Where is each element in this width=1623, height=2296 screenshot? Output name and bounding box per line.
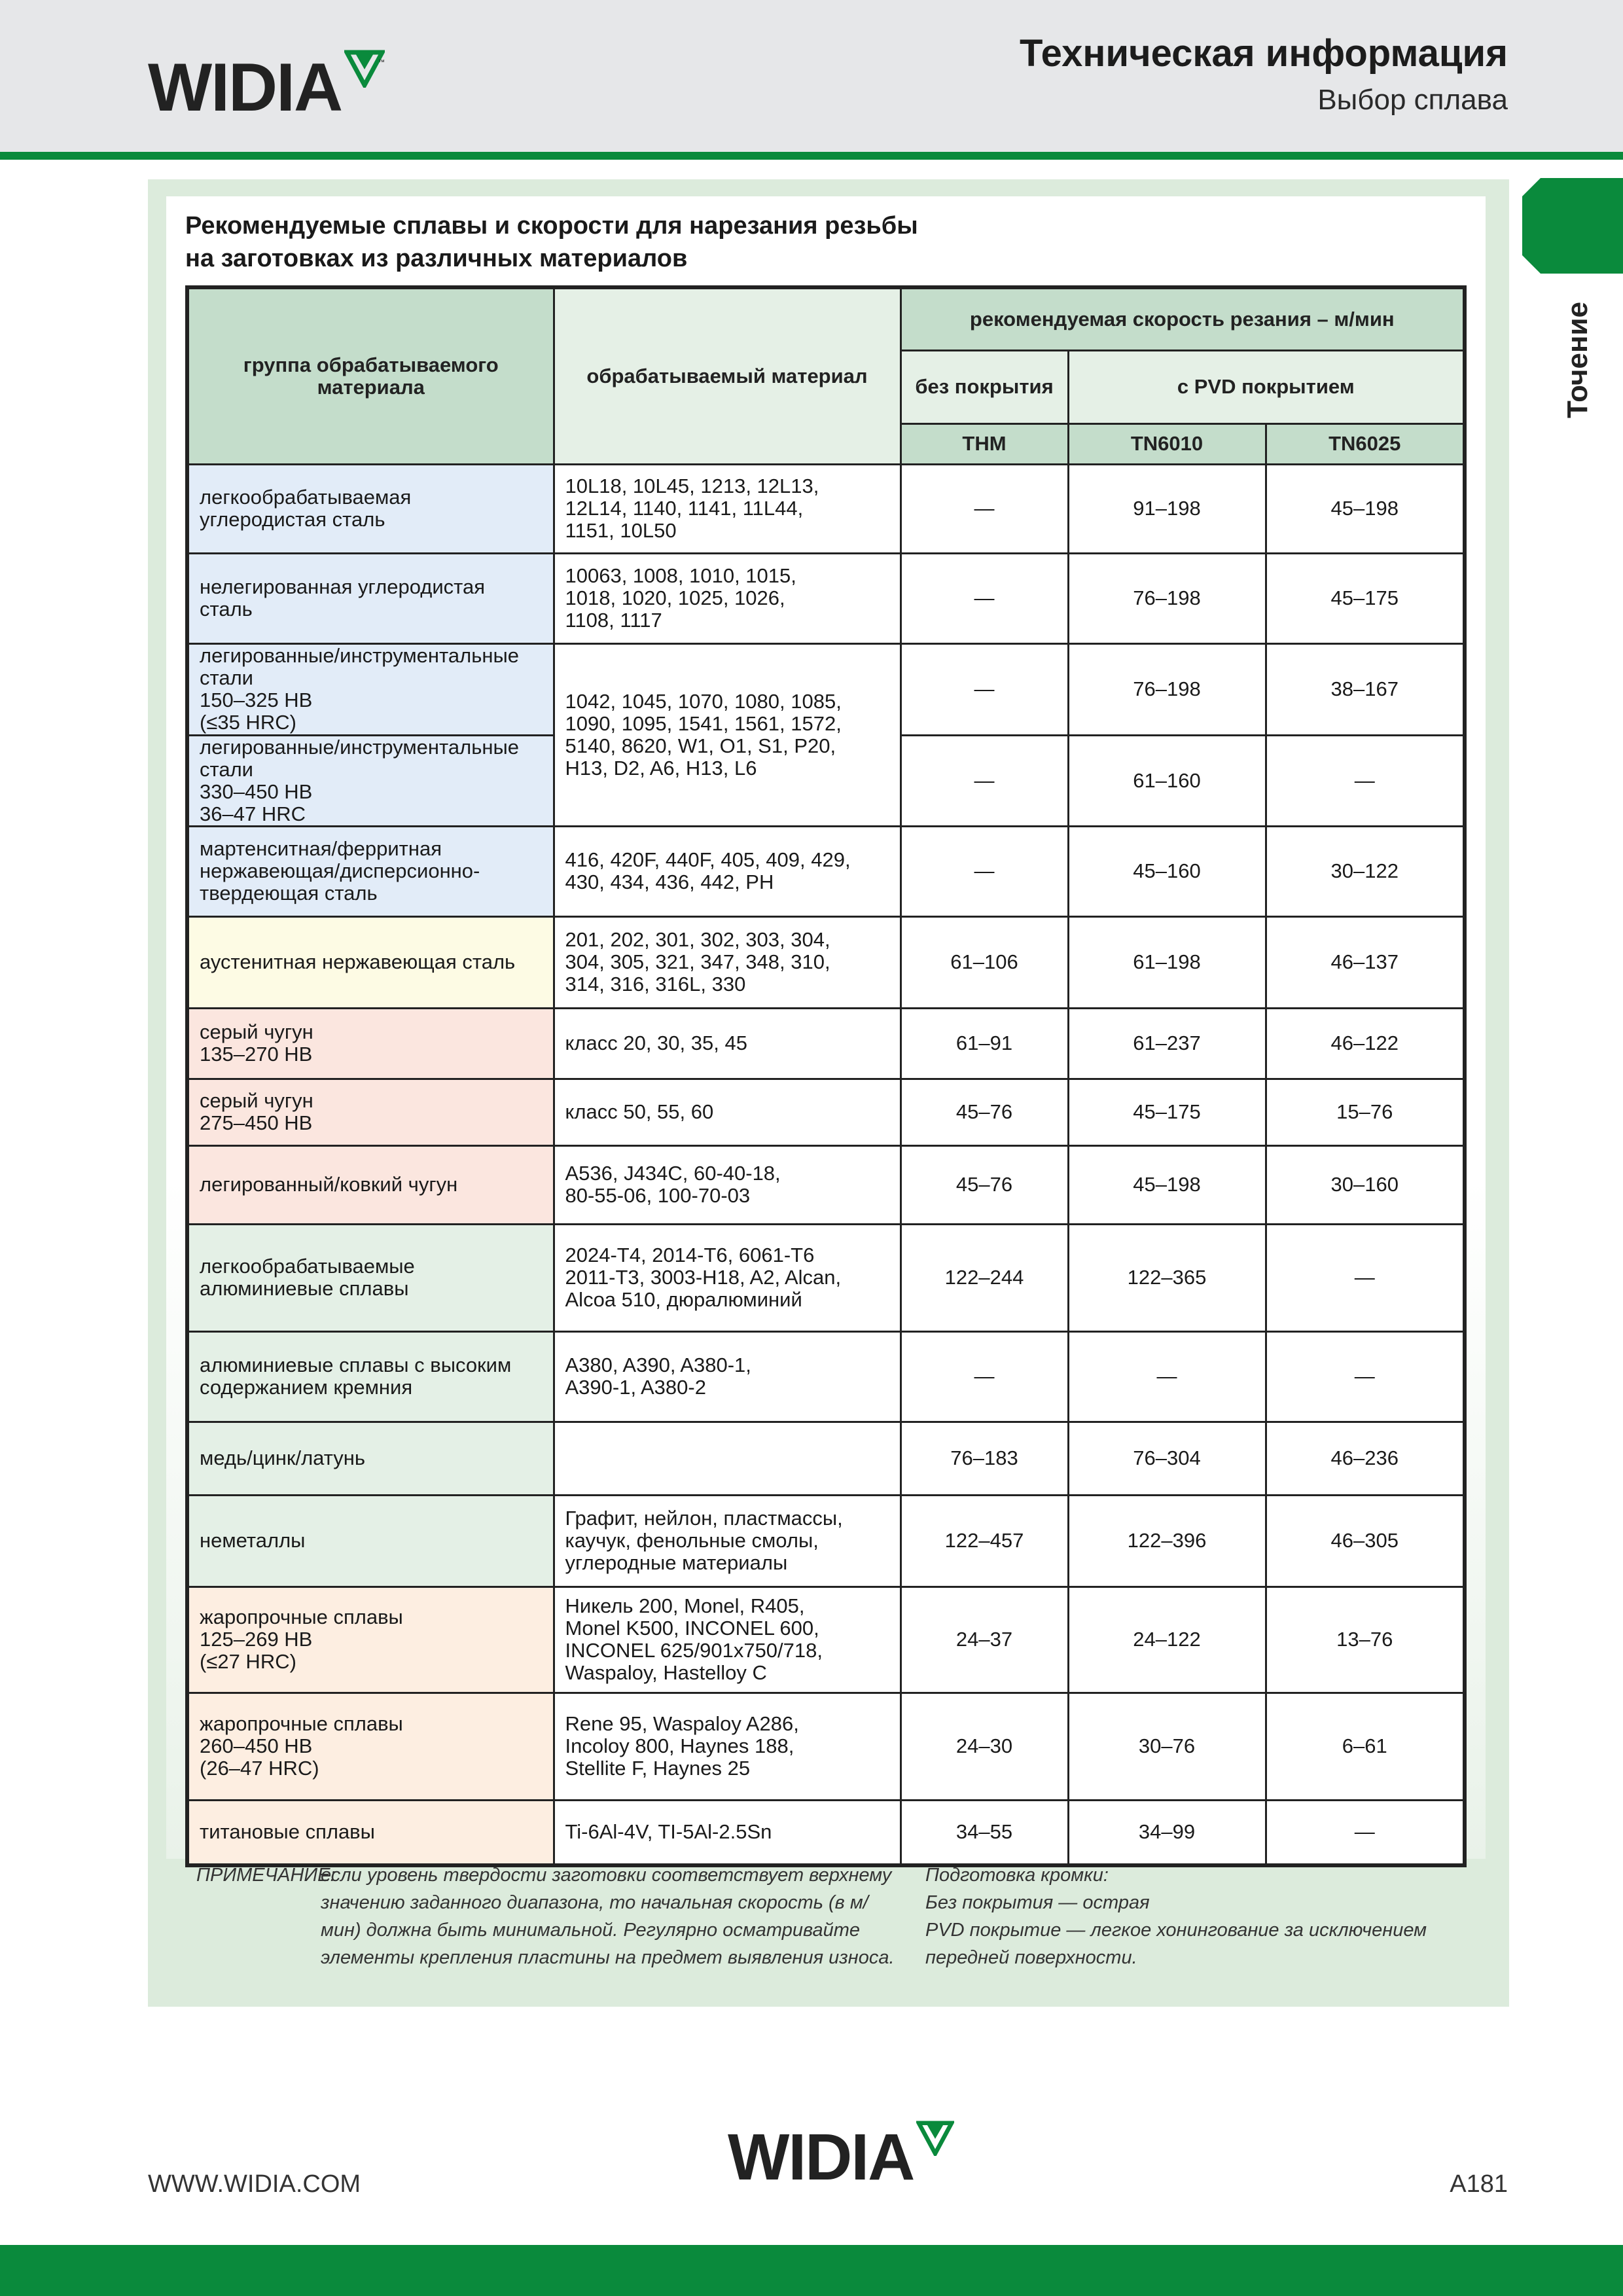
footnote-label: ПРИМЕЧАНИЕ: [196,1865,336,1886]
cell-tn6025: 46–236 [1266,1422,1465,1495]
cell-thm: 61–106 [901,916,1068,1008]
table-row [187,1495,1465,1587]
cell-tn6025: — [1266,1331,1465,1422]
cell-tn6025: 15–76 [1266,1079,1465,1145]
edge-prep-pvd: PVD покрытие — легкое хонингование за исключением [925,1920,1427,1941]
cell-thm: 61–91 [901,1008,1068,1079]
footer-logo-text: WIDIA [728,2121,914,2194]
cell-group: серый чугун 135–270 HB [187,1008,554,1079]
cell-thm: 24–30 [901,1693,1068,1800]
table-row [187,1145,1465,1224]
edge-prep-note [925,1861,1427,1971]
cell-group: легированные/инструментальные стали 330–450 HB 36–47 HRC [187,735,554,826]
table-row [187,916,1465,1008]
widia-triangle-icon [916,2121,954,2156]
footer-bar [0,2245,1623,2296]
cell-tn6010: 122–365 [1068,1224,1266,1331]
cell-tn6010: 76–198 [1068,553,1266,643]
cell-material: 416, 420F, 440F, 405, 409, 429, 430, 434, 436, 442, PH [554,826,901,916]
widia-logo-header [148,50,385,126]
cell-tn6025: — [1266,735,1465,826]
cell-group: жаропрочные сплавы 260–450 HB (26–47 HRC) [187,1693,554,1800]
alloy-speed-table [185,285,1467,1867]
cell-tn6025: 46–122 [1266,1008,1465,1079]
cell-material [554,1422,901,1495]
cell-group: легированные/инструментальные стали 150–325 HB (≤35 HRC) [187,643,554,735]
header-tn6010: TN6010 [1068,423,1266,464]
header-speed: рекомендуемая скорость резания – м/мин [901,287,1465,350]
cell-material: Графит, нейлон, пластмассы, каучук, фенольные смолы, углеродные материалы [554,1495,901,1587]
header-tn6025: TN6025 [1266,423,1465,464]
table-row [187,464,1465,553]
cell-group: неметаллы [187,1495,554,1587]
section-tab-label[interactable]: Точение [1561,302,1594,418]
cell-group: жаропрочные сплавы 125–269 HB (≤27 HRC) [187,1587,554,1693]
table-row [187,1008,1465,1079]
cell-thm: — [901,1331,1068,1422]
cell-tn6010: 24–122 [1068,1587,1266,1693]
cell-tn6025: 30–122 [1266,826,1465,916]
cell-tn6010: 34–99 [1068,1800,1266,1865]
table-title [185,209,918,275]
cell-thm: 122–244 [901,1224,1068,1331]
cell-tn6010: 30–76 [1068,1693,1266,1800]
page-title: Техническая информация [1020,32,1508,75]
header-uncoated: без покрытия [901,350,1068,423]
cell-tn6025: — [1266,1800,1465,1865]
cell-tn6010: 45–160 [1068,826,1266,916]
cell-tn6025: 38–167 [1266,643,1465,735]
cell-thm: 24–37 [901,1587,1068,1693]
cell-tn6010: 45–175 [1068,1079,1266,1145]
cell-group: легированный/ковкий чугун [187,1145,554,1224]
table-row [187,1331,1465,1422]
cell-thm: — [901,643,1068,735]
cell-group: титановые сплавы [187,1800,554,1865]
cell-group: нелегированная углеродистая сталь [187,553,554,643]
cell-thm: — [901,735,1068,826]
cell-thm: 76–183 [901,1422,1068,1495]
cell-material: класс 20, 30, 35, 45 [554,1008,901,1079]
cell-material: 10L18, 10L45, 1213, 12L13, 12L14, 1140, 1141, 11L44, 1151, 10L50 [554,464,901,553]
cell-thm: 122–457 [901,1495,1068,1587]
edge-prep-pvd-cont: передней поверхности. [925,1947,1137,1968]
cell-tn6010: — [1068,1331,1266,1422]
cell-group: легкообрабатываемые алюминиевые сплавы [187,1224,554,1331]
table-row [187,553,1465,643]
cell-tn6010: 76–198 [1068,643,1266,735]
cell-material: 201, 202, 301, 302, 303, 304, 304, 305, 321, 347, 348, 310, 314, 316, 316L, 330 [554,916,901,1008]
table-title-line2: на заготовках из различных материалов [185,245,688,272]
cell-material: A380, A390, A380-1, A390-1, A380-2 [554,1331,901,1422]
cell-thm: 45–76 [901,1145,1068,1224]
table-row [187,1422,1465,1495]
header-group: группа обрабатываемого материала [187,287,554,464]
footnote-text: если уровень твердости заготовки соответствует верхнему значению заданного диапазона, то начальная скорость (в м/мин) должна быть минимальной. Регулярно осматривайте элементы крепления пластины на предмет выявления износа. [321,1865,895,1968]
cell-material: Ti-6Al-4V, TI-5Al-2.5Sn [554,1800,901,1865]
cell-material: класс 50, 55, 60 [554,1079,901,1145]
cell-material: Никель 200, Monel, R405, Monel K500, INCONEL 600, INCONEL 625/901x750/718, Waspaloy, Hastelloy C [554,1587,901,1693]
cell-material: 10063, 1008, 1010, 1015, 1018, 1020, 1025, 1026, 1108, 1117 [554,553,901,643]
header-thm: THM [901,423,1068,464]
cell-material: 1042, 1045, 1070, 1080, 1085, 1090, 1095, 1541, 1561, 1572, 5140, 8620, W1, O1, S1, P20, H13, D2, A6, H13, L6 [554,643,901,826]
cell-tn6025: 46–305 [1266,1495,1465,1587]
cell-thm: 45–76 [901,1079,1068,1145]
page-subtitle: Выбор сплава [1317,84,1508,116]
cell-tn6025: 46–137 [1266,916,1465,1008]
section-tab-icon[interactable] [1522,178,1623,274]
header-material: обрабатываемый материал [554,287,901,464]
cell-tn6025: — [1266,1224,1465,1331]
cell-group: серый чугун 275–450 HB [187,1079,554,1145]
header-pvd: с PVD покрытием [1068,350,1465,423]
cell-tn6010: 122–396 [1068,1495,1266,1587]
cell-thm: — [901,464,1068,553]
table-row [187,1800,1465,1865]
table-row [187,643,1465,735]
table-row [187,1079,1465,1145]
page-number: A181 [1450,2170,1508,2198]
cell-tn6025: 30–160 [1266,1145,1465,1224]
cell-tn6025: 13–76 [1266,1587,1465,1693]
cell-tn6025: 45–175 [1266,553,1465,643]
cell-tn6010: 45–198 [1068,1145,1266,1224]
cell-group: легкообрабатываемая углеродистая сталь [187,464,554,553]
cell-tn6010: 61–198 [1068,916,1266,1008]
cell-thm: — [901,553,1068,643]
cell-group: алюминиевые сплавы с высоким содержанием кремния [187,1331,554,1422]
footnote [196,1861,903,1968]
table-row [187,1224,1465,1331]
table-row [187,1587,1465,1693]
footer-url-link[interactable]: WWW.WIDIA.COM [148,2170,361,2198]
cell-group: медь/цинк/латунь [187,1422,554,1495]
cell-material: Rene 95, Waspaloy A286, Incoloy 800, Haynes 188, Stellite F, Haynes 25 [554,1693,901,1800]
cell-tn6025: 6–61 [1266,1693,1465,1800]
cell-tn6010: 91–198 [1068,464,1266,553]
edge-prep-uncoated: Без покрытия — острая [925,1892,1150,1913]
widia-triangle-icon [344,50,385,88]
cell-tn6010: 61–237 [1068,1008,1266,1079]
table-row [187,1693,1465,1800]
widia-logo-footer [728,2121,954,2194]
cell-thm: 34–55 [901,1800,1068,1865]
table-row [187,826,1465,916]
logo-text: WIDIA [148,50,342,126]
cell-tn6025: 45–198 [1266,464,1465,553]
edge-prep-title: Подготовка кромки: [925,1865,1109,1886]
cell-material: A536, J434C, 60-40-18, 80-55-06, 100-70-03 [554,1145,901,1224]
cell-group: аустенитная нержавеющая сталь [187,916,554,1008]
header-divider [0,152,1623,160]
cell-material: 2024-T4, 2014-T6, 6061-T6 2011-T3, 3003-H18, A2, Alcan, Alcoa 510, дюралюминий [554,1224,901,1331]
cell-thm: — [901,826,1068,916]
table-title-line1: Рекомендуемые сплавы и скорости для нарезания резьбы [185,212,918,240]
cell-group: мартенситная/ферритная нержавеющая/дисперсионно- твердеющая сталь [187,826,554,916]
cell-tn6010: 76–304 [1068,1422,1266,1495]
cell-tn6010: 61–160 [1068,735,1266,826]
svg-text:™: ™ [378,59,385,66]
